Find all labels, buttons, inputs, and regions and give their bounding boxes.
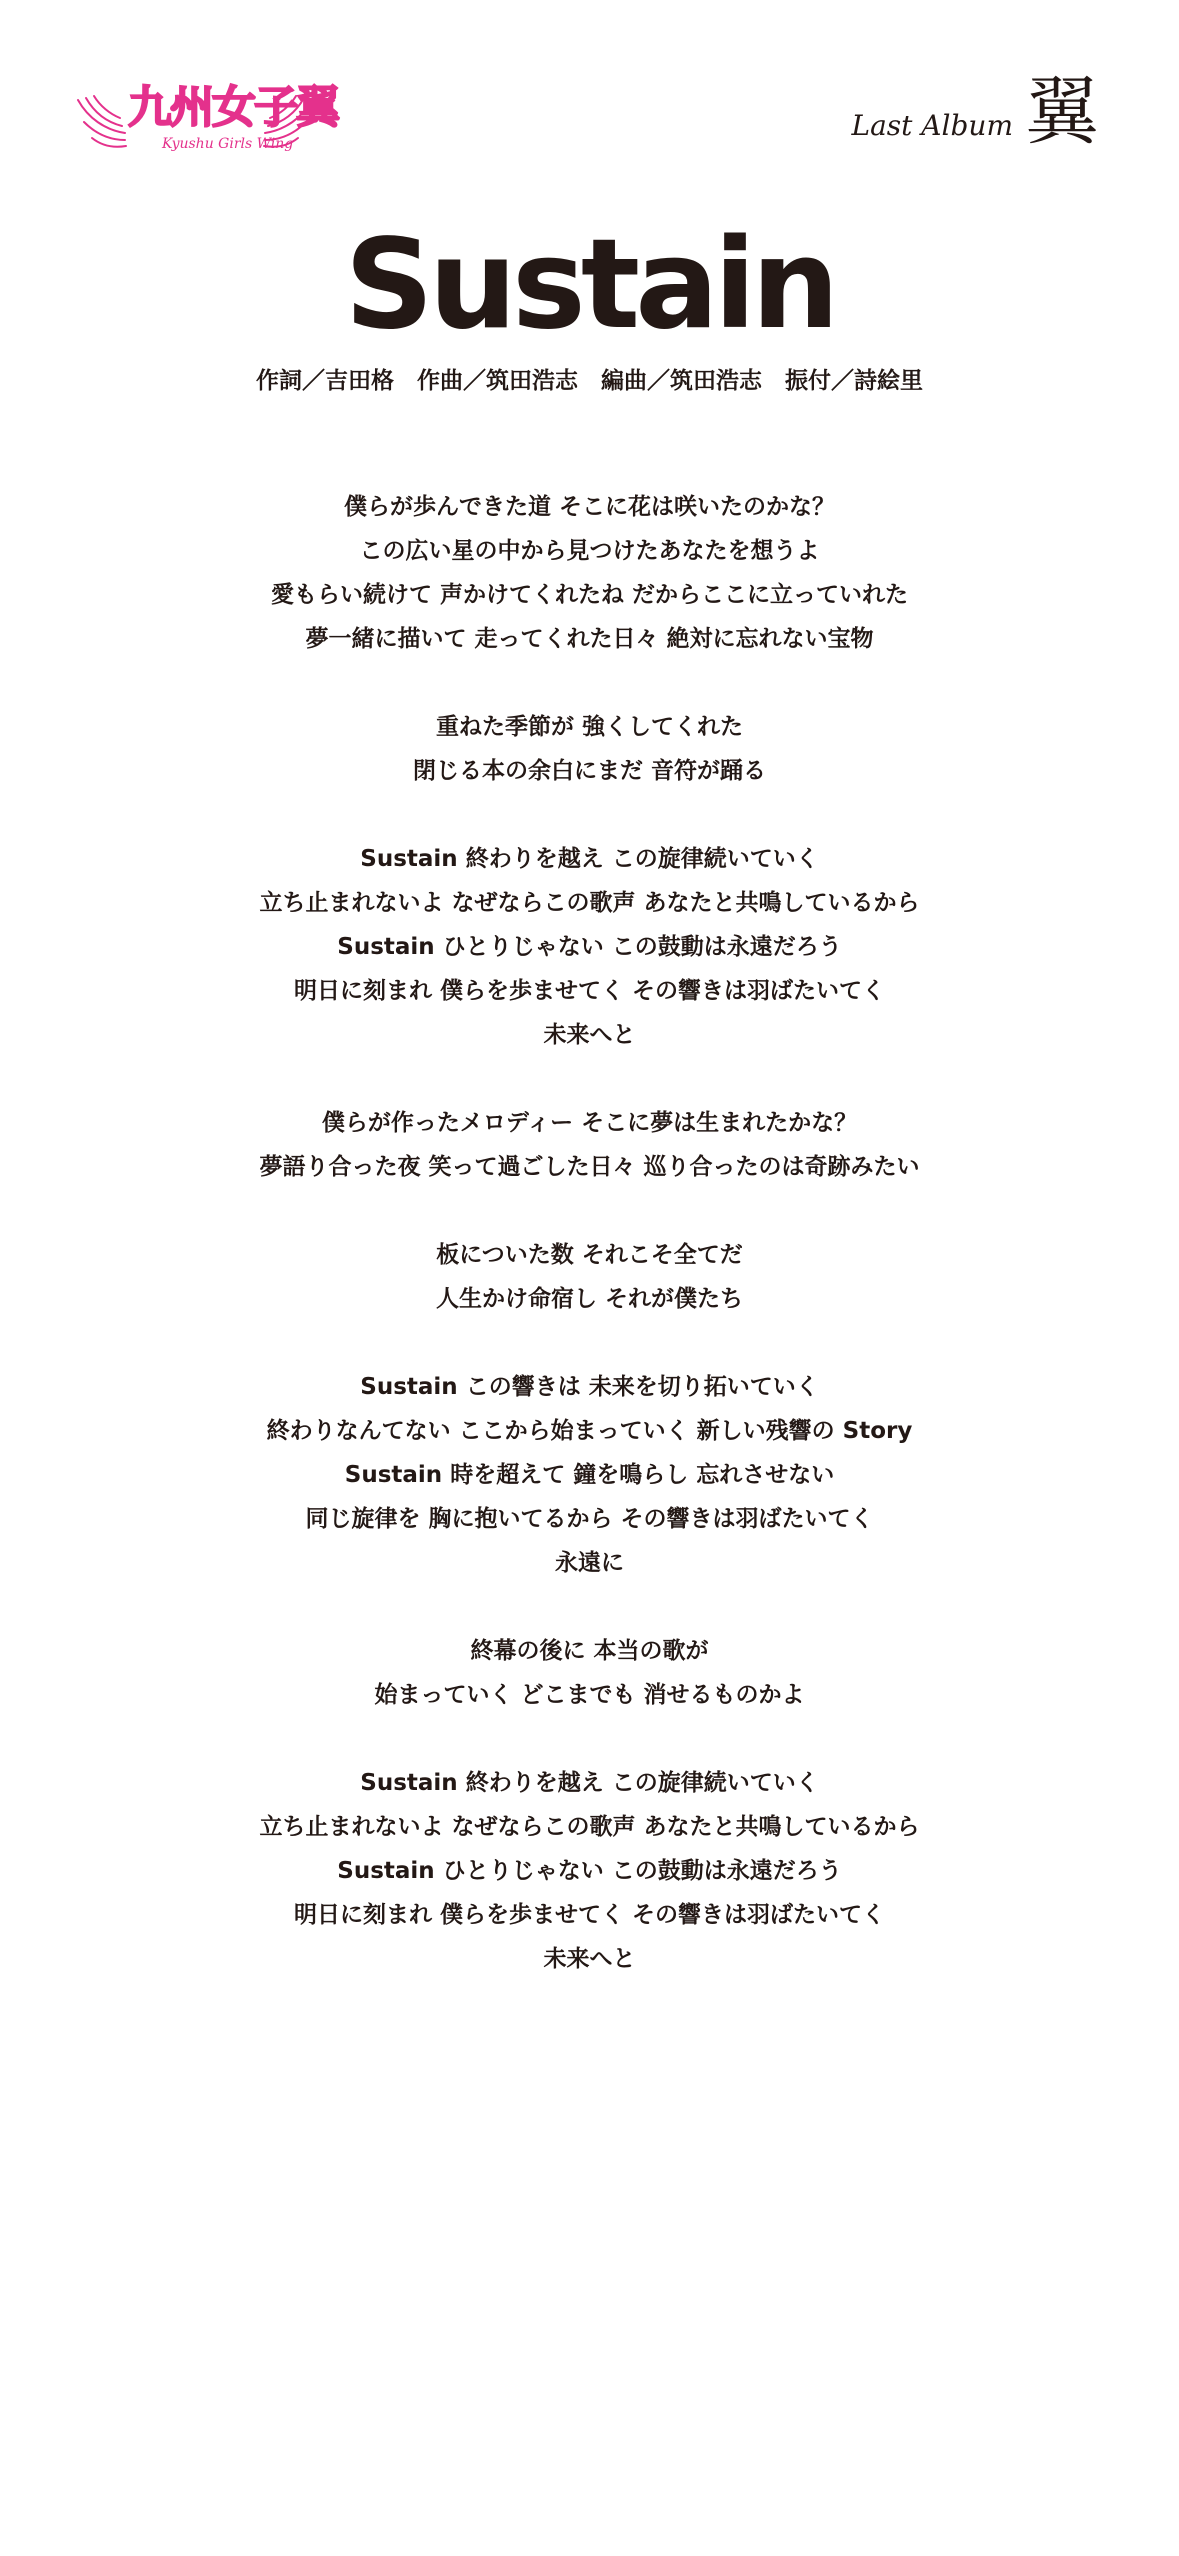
lyric-line: 僕らが歩んできた道 そこに花は咲いたのかな？	[343, 494, 835, 520]
song-title: Sustain	[344, 213, 835, 357]
lyric-stanza	[0, 1101, 1179, 1189]
lyric-line: Sustain ひとりじゃない この鼓動は永遠だろう	[337, 934, 842, 960]
song-credits: 作詞／吉田格 作曲／筑田浩志 編曲／筑田浩志 振付／詩絵里	[256, 367, 923, 394]
lyrics-body	[0, 485, 1179, 2025]
lyric-line: この広い星の中から見つけたあなたを想うよ	[359, 538, 820, 564]
lyric-line: 未来へと	[543, 1022, 636, 1048]
lyric-line: 立ち止まれないよ なぜならこの歌声 あなたと共鳴しているから	[259, 1814, 920, 1840]
lyric-line: 同じ旋律を 胸に抱いてるから その響きは羽ばたいてく	[305, 1506, 874, 1532]
logo-subtitle: Kyushu Girls Wing	[162, 136, 294, 152]
lyric-line: Sustain ひとりじゃない この鼓動は永遠だろう	[337, 1858, 842, 1884]
lyric-line: 明日に刻まれ 僕らを歩ませてく その響きは羽ばたいてく	[293, 1902, 885, 1928]
album-title: 翼	[1025, 69, 1099, 155]
lyric-stanza	[0, 1233, 1179, 1321]
lyric-line: 板についた数 それこそ全てだ	[436, 1242, 743, 1268]
album-heading	[852, 70, 1100, 154]
lyric-line: 人生かけ命宿し それが僕たち	[435, 1286, 743, 1312]
lyric-stanza	[0, 1365, 1179, 1585]
lyric-line: 終幕の後に 本当の歌が	[470, 1638, 709, 1664]
lyric-line: 重ねた季節が 強くしてくれた	[435, 714, 743, 740]
lyric-line: 閉じる本の余白にまだ 音符が踊る	[412, 758, 766, 784]
lyric-line: 始まっていく どこまでも 消せるものかよ	[374, 1682, 805, 1708]
lyric-stanza	[0, 485, 1179, 661]
logo-wordmark: 九州女子翼	[128, 82, 338, 133]
lyric-line: 夢一緒に描いて 走ってくれた日々 絶対に忘れない宝物	[305, 626, 874, 652]
lyric-line: 夢語り合った夜 笑って過ごした日々 巡り合ったのは奇跡みたい	[259, 1154, 920, 1180]
lyric-stanza	[0, 705, 1179, 793]
lyric-stanza	[0, 1629, 1179, 1717]
lyric-line: Sustain この響きは 未来を切り拓いていく	[360, 1374, 819, 1400]
lyric-line: Sustain 時を超えて 鐘を鳴らし 忘れさせない	[344, 1462, 835, 1488]
lyric-stanza	[0, 837, 1179, 1057]
lyric-line: 永遠に	[555, 1550, 624, 1576]
lyric-line: 立ち止まれないよ なぜならこの歌声 あなたと共鳴しているから	[259, 890, 920, 916]
lyric-stanza	[0, 1761, 1179, 1981]
lyric-line: 僕らが作ったメロディー そこに夢は生まれたかな？	[321, 1110, 858, 1136]
album-label: Last Album	[851, 109, 1013, 142]
lyric-line: Sustain 終わりを越え この旋律続いていく	[360, 1770, 819, 1796]
group-logo	[70, 78, 338, 168]
lyric-line: 未来へと	[543, 1946, 636, 1972]
lyric-line: Sustain 終わりを越え この旋律続いていく	[360, 846, 819, 872]
lyric-line: 明日に刻まれ 僕らを歩ませてく その響きは羽ばたいてく	[293, 978, 885, 1004]
lyric-line: 愛もらい続けて 声かけてくれたね だからここに立っていれた	[270, 582, 908, 608]
lyric-line: 終わりなんてない ここから始まっていく 新しい残響の Story	[266, 1418, 913, 1444]
